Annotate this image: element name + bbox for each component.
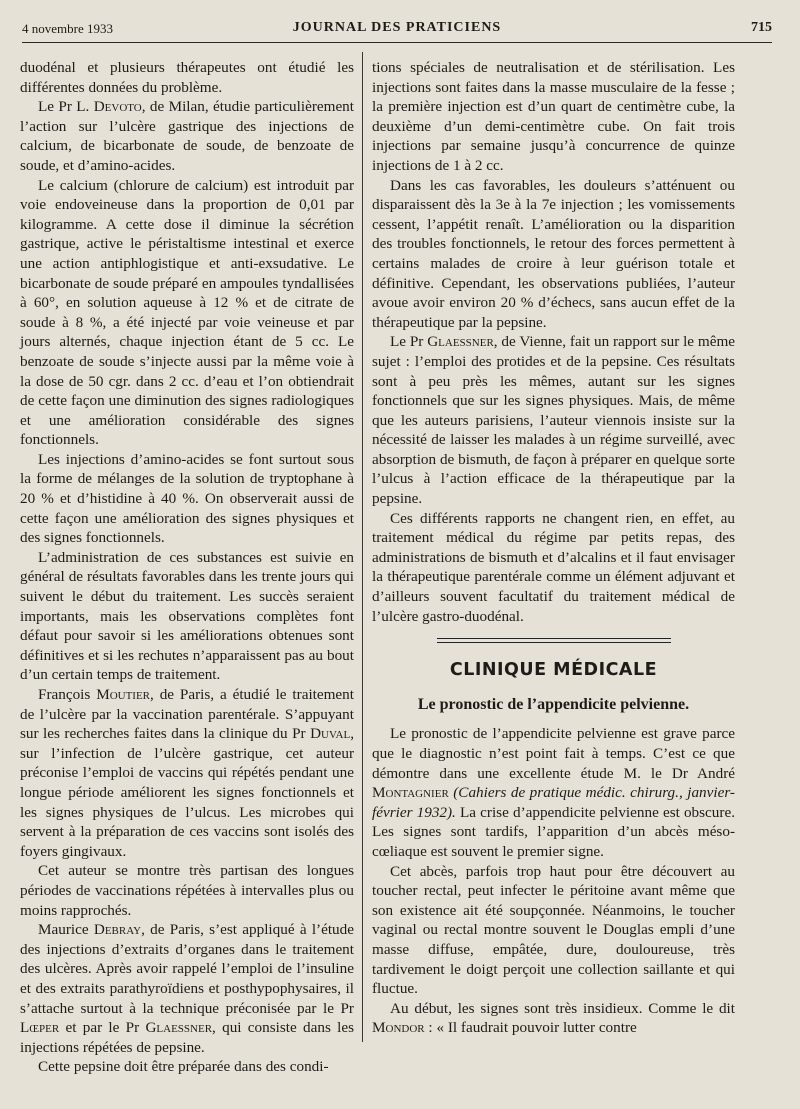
column-divider	[362, 52, 363, 1042]
paragraph: Le pronostic de l’appendicite pelvienne est grave parce que le diagnostic n’est point fait à temps. C’est ce que démontre dans une excellente étude M. le Dr André Montagnier (Cahiers de pratique médic. chirurg., janvier-février 1932). La crise d’appendicite pelvienne est obscure. Les signes sont tardifs, l’apparition d’un abcès méso-cœliaque est souvent le premier signe.	[372, 725, 735, 860]
page-number: 715	[751, 20, 772, 35]
author-name: Devoto	[93, 98, 142, 116]
header-date: 4 novembre 1933	[22, 21, 113, 36]
author-name: Duval	[310, 725, 351, 743]
paragraph: Au début, les signes sont très insidieux. Comme le dit Mondor : « Il faudrait pouvoir lutter contre	[372, 999, 735, 1037]
author-name: Debray	[93, 921, 142, 939]
journal-title: JOURNAL DES PRATICIENS	[292, 20, 502, 35]
paragraph: Le calcium (chlorure de calcium) est introduit par voie endoveineuse dans la proportion de 0,01 par kilogramme. A cette dose il diminue la sécrétion gastrique, active le péristaltisme intestinal et exerce une action antiphlogistique et anti-exsudative. Le bicarbonate de soude préparé en ampoules tyndallisées à 60°, en solution aqueuse à 12 % et de citrate de soude à 8 %, a été injecté par voie veineuse et par jours alternés, chaque injection étant de 5 cc. Le benzoate de soude s’injecte aussi par la même voie à la dose de 50 cgr. dans 2 cc. d’eau et l’on obtiendrait de cette façon une diminution des signes radiologiques et une amélioration considérable des signes fonctionnels.	[20, 176, 354, 449]
paragraph: Les injections d’amino-acides se font surtout sous la forme de mélanges de la solution de tryptophane à 20 % et d’histidine à 40 %. On observerait aussi de cette façon une amélioration des signes physiques et des signes fonctionnels.	[20, 450, 354, 547]
author-name: Montagnier	[372, 784, 449, 802]
section-title: CLINIQUE MÉDICALE	[449, 660, 658, 681]
article-title: Le pronostic de l’appendicite pelvienne.	[417, 695, 690, 713]
paragraph: Ces différents rapports ne changent rien, en effet, au traitement médical du régime par petits repas, des administrations de bismuth et d’alcalins et il faut envisager la thérapeutique parentérale comme un élément adjuvant et d’ailleurs souvent facultatif du traitement médical de l’ulcère gastro-duodénal.	[372, 509, 735, 625]
author-name: Moutier	[96, 686, 151, 703]
page-header	[22, 18, 772, 43]
author-name: Glaessner	[427, 333, 494, 351]
paragraph: duodénal et plusieurs thérapeutes ont étudié les différentes données du problème.	[20, 59, 354, 96]
citation: (Cahiers de pratique médic. chirurg., janvier-février 1932).	[372, 784, 735, 821]
author-name: Lœper	[20, 1019, 60, 1037]
paragraph: Cet abcès, parfois trop haut pour être découvert au toucher rectal, peut infecter le péritoine avant même que son existence ait été soupçonnée. Néanmoins, le toucher vaginal ou rectal montre souvent le Douglas empli d’une masse diffuse, empâtée, dure, douloureuse, très tardivement le doigt perçoit une collection saillante et qui fluctue.	[372, 862, 735, 998]
paragraph: Dans les cas favorables, les douleurs s’atténuent ou disparaissent dès la 3e à la 7e injection ; les vomissements cessent, l’appétit renaît. L’amélioration ou la disparition des troubles fonctionnels, le retour des forces permettent à certains malades de croire à leur guérison totale et définitive. Cependant, les observations publiées, l’auteur avoue avoir environ 20 % d’échecs, sans aucun effet de la thérapeutique par la pepsine.	[372, 176, 735, 331]
paragraph: Cette pepsine doit être préparée dans des condi-	[38, 1058, 329, 1076]
right-column	[372, 58, 735, 1038]
paragraph: Cet auteur se montre très partisan des longues périodes de vaccinations répétées à intervalles plus ou moins rapprochés.	[20, 862, 354, 919]
paragraph: Le Pr L. Devoto, de Milan, étudie particulièrement l’action sur l’ulcère gastrique des injections de calcium, de bicarbonate de soude, de benzoate de soude, et d’amino-acides.	[20, 98, 354, 174]
paragraph: François Moutier, de Paris, a étudié le traitement de l’ulcère par la vaccination parentérale. S’appuyant sur les recherches faites dans la clinique du Pr Duval, sur l’infection de l’ulcère gastrique, cet auteur préconise l’emploi de vaccins qui répétés pendant une longue période améliorent les signes fonctionnels et les signes physiques de l’ulcus. Les microbes qui servent à la préparation de ces vaccins sont isolés des foyers gingivaux.	[20, 686, 354, 860]
paragraph: tions spéciales de neutralisation et de stérilisation. Les injections sont faites dans la masse musculaire de la fesse ; la première injection est d’un quart de centimètre cube, la deuxième d’un demi-centimètre cube. On fait trois injections par semaine jusqu’à concurrence de quinze injections de 1 à 2 cc.	[372, 59, 735, 174]
paragraph: Maurice Debray, de Paris, s’est appliqué à l’étude des injections d’extraits d’organes dans le traitement des ulcères. Après avoir rappelé l’emploi de l’insuline et des extraits parathyroïdiens et posthypophysaires, il s’attache surtout à la technique préconisée par le Pr Lœper et par le Pr Glaessner, qui consiste dans les injections répétées de pepsine.	[20, 921, 355, 1056]
section-divider	[437, 638, 671, 643]
left-column	[20, 58, 354, 1077]
paragraph: L’administration de ces substances est suivie en général de résultats favorables dans les trente jours qui suivent le début du traitement. Les succès seraient importants, mais les observations complètes font défaut pour savoir si les améliorations obtenues sont définitives et si les rechutes n’apparaissent pas au bout d’un certain temps de traitement.	[20, 548, 354, 684]
paragraph: Le Pr Glaessner, de Vienne, fait un rapport sur le même sujet : l’emploi des protides et de la pepsine. Ces résultats sont à peu près les mêmes, autant sur les signes fonctionnels que sur les signes physiques. Mais, de même que les auteurs parisiens, l’auteur viennois insiste sur la nécessité de laisser les malades à un régime surveillé, avec absorption de bismuth, de façon à préparer en quelque sorte l’ulcus à l’action efficace de la thérapeutique par la pepsine.	[372, 333, 735, 508]
author-name: Glaessner	[145, 1019, 213, 1037]
author-name: Mondor	[372, 1019, 425, 1037]
